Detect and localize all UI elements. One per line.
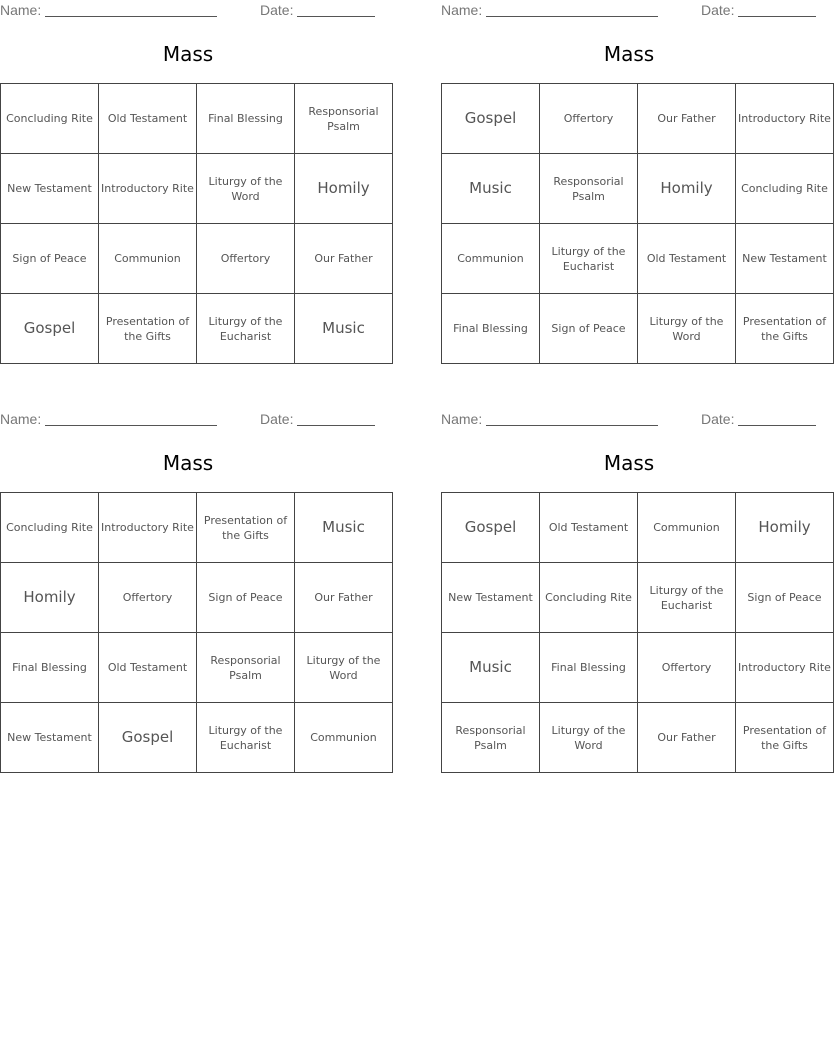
name-blank-line — [486, 16, 658, 17]
grid-row — [442, 84, 834, 154]
date-label: Date: — [260, 411, 294, 427]
grid-row — [442, 154, 834, 224]
name-label: Name: — [441, 411, 483, 427]
grid-cell: Introductory Rite — [736, 84, 834, 154]
grid-cell: Concluding Rite — [1, 84, 99, 154]
grid-cell: Gospel — [99, 703, 197, 773]
grid-cell: New Testament — [736, 224, 834, 294]
grid-cell: Responsorial Psalm — [540, 154, 638, 224]
date-label: Date: — [260, 2, 294, 18]
grid-cell: Liturgy of the Word — [197, 154, 295, 224]
grid-cell: Our Father — [638, 84, 736, 154]
grid-cell: Our Father — [295, 563, 393, 633]
grid-cell: Music — [442, 154, 540, 224]
grid-cell: Liturgy of the Word — [638, 294, 736, 364]
grid-row — [442, 703, 834, 773]
name-label: Name: — [441, 2, 483, 18]
name-label: Name: — [0, 2, 42, 18]
grid-cell: New Testament — [1, 703, 99, 773]
grid-cell: Liturgy of the Eucharist — [540, 224, 638, 294]
grid-cell: Introductory Rite — [99, 154, 197, 224]
grid-cell: Communion — [99, 224, 197, 294]
bingo-grid — [441, 83, 834, 364]
card-title: Mass — [162, 451, 214, 475]
date-blank-line — [738, 16, 816, 17]
grid-cell: Introductory Rite — [736, 633, 834, 703]
card-title: Mass — [162, 42, 214, 66]
grid-cell: Introductory Rite — [99, 493, 197, 563]
grid-cell: Homily — [638, 154, 736, 224]
date-blank-line — [297, 425, 375, 426]
grid-cell: Offertory — [99, 563, 197, 633]
grid-cell: New Testament — [442, 563, 540, 633]
grid-cell: Offertory — [540, 84, 638, 154]
grid-cell: Old Testament — [99, 84, 197, 154]
grid-cell: Presentation of the Gifts — [736, 294, 834, 364]
grid-cell: Our Father — [638, 703, 736, 773]
grid-cell: Presentation of the Gifts — [197, 493, 295, 563]
grid-row — [1, 84, 393, 154]
name-blank-line — [486, 425, 658, 426]
card-header — [0, 409, 376, 429]
date-blank-line — [738, 425, 816, 426]
grid-cell: Old Testament — [638, 224, 736, 294]
grid-row — [1, 224, 393, 294]
grid-cell: Concluding Rite — [736, 154, 834, 224]
grid-cell: Offertory — [638, 633, 736, 703]
grid-cell: Responsorial Psalm — [197, 633, 295, 703]
grid-row — [1, 154, 393, 224]
grid-row — [442, 563, 834, 633]
grid-cell: Responsorial Psalm — [442, 703, 540, 773]
grid-row — [442, 493, 834, 563]
date-blank-line — [297, 16, 375, 17]
grid-cell: Music — [295, 294, 393, 364]
grid-cell: Gospel — [442, 493, 540, 563]
grid-cell: Homily — [1, 563, 99, 633]
bingo-grid — [0, 83, 393, 364]
grid-cell: Communion — [442, 224, 540, 294]
grid-cell: Final Blessing — [1, 633, 99, 703]
bingo-grid — [441, 492, 834, 773]
grid-cell: Final Blessing — [442, 294, 540, 364]
grid-cell: Communion — [638, 493, 736, 563]
card-header — [0, 0, 376, 20]
grid-cell: Liturgy of the Eucharist — [638, 563, 736, 633]
grid-cell: Homily — [295, 154, 393, 224]
name-label: Name: — [0, 411, 42, 427]
grid-cell: Concluding Rite — [540, 563, 638, 633]
date-label: Date: — [701, 2, 735, 18]
grid-cell: Final Blessing — [540, 633, 638, 703]
grid-row — [442, 294, 834, 364]
grid-cell: Homily — [736, 493, 834, 563]
grid-cell: Music — [442, 633, 540, 703]
bingo-grid — [0, 492, 393, 773]
grid-cell: Presentation of the Gifts — [99, 294, 197, 364]
grid-cell: Liturgy of the Word — [540, 703, 638, 773]
name-blank-line — [45, 16, 217, 17]
grid-cell: Liturgy of the Word — [295, 633, 393, 703]
grid-row — [442, 224, 834, 294]
grid-row — [1, 563, 393, 633]
grid-cell: Gospel — [442, 84, 540, 154]
grid-row — [1, 493, 393, 563]
grid-cell: Communion — [295, 703, 393, 773]
grid-row — [1, 703, 393, 773]
grid-cell: Liturgy of the Eucharist — [197, 703, 295, 773]
grid-cell: Sign of Peace — [540, 294, 638, 364]
grid-cell: Sign of Peace — [1, 224, 99, 294]
grid-cell: Old Testament — [99, 633, 197, 703]
grid-cell: New Testament — [1, 154, 99, 224]
date-label: Date: — [701, 411, 735, 427]
card-title: Mass — [603, 42, 655, 66]
grid-cell: Presentation of the Gifts — [736, 703, 834, 773]
grid-row — [1, 294, 393, 364]
grid-cell: Music — [295, 493, 393, 563]
card-title: Mass — [603, 451, 655, 475]
grid-row — [1, 633, 393, 703]
grid-cell: Liturgy of the Eucharist — [197, 294, 295, 364]
grid-cell: Old Testament — [540, 493, 638, 563]
grid-cell: Our Father — [295, 224, 393, 294]
card-header — [441, 0, 817, 20]
grid-row — [442, 633, 834, 703]
grid-cell: Final Blessing — [197, 84, 295, 154]
grid-cell: Gospel — [1, 294, 99, 364]
grid-cell: Sign of Peace — [197, 563, 295, 633]
grid-cell: Sign of Peace — [736, 563, 834, 633]
grid-cell: Offertory — [197, 224, 295, 294]
name-blank-line — [45, 425, 217, 426]
grid-cell: Responsorial Psalm — [295, 84, 393, 154]
card-header — [441, 409, 817, 429]
grid-cell: Concluding Rite — [1, 493, 99, 563]
